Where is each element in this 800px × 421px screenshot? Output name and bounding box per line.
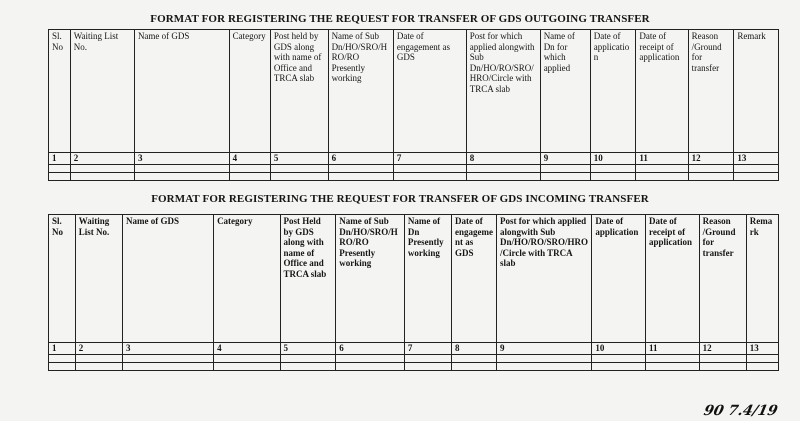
header-cell: Post for which applied alongwith Sub Dn/HO/RO/SRO/HRO/Circle with TRCA slab — [497, 215, 592, 343]
header-cell: Remark — [734, 30, 779, 153]
header-cell: Post Held by GDS along with name of Office and TRCA slab — [280, 215, 336, 343]
column-number: 9 — [540, 153, 590, 165]
header-cell: Post for which applied alongwith Sub Dn/HO/RO/SRO/HRO/Circle with TRCA slab — [466, 30, 540, 153]
outgoing-transfer-table — [48, 29, 779, 181]
header-cell: Reason /Ground for transfer — [688, 30, 734, 153]
outgoing-form-title: FORMAT FOR REGISTERING THE REQUEST FOR TRANSFER OF GDS OUTGOING TRANSFER — [150, 13, 650, 25]
empty-row — [49, 173, 779, 181]
column-number: 12 — [688, 153, 734, 165]
header-cell: Date of receipt of application — [646, 215, 700, 343]
column-number: 13 — [734, 153, 779, 165]
column-number: 5 — [280, 343, 336, 355]
column-number: 10 — [590, 153, 636, 165]
column-number: 8 — [466, 153, 540, 165]
header-cell: Sl. No — [49, 215, 76, 343]
column-number: 1 — [49, 153, 71, 165]
column-number: 6 — [336, 343, 405, 355]
column-number: 7 — [404, 343, 451, 355]
header-cell: Date of application — [592, 215, 646, 343]
header-cell: Date of application — [590, 30, 636, 153]
header-cell: Category — [214, 215, 280, 343]
empty-row — [49, 363, 779, 371]
table-header-row — [49, 30, 779, 153]
header-cell: Name of GDS — [134, 30, 229, 153]
column-number: 8 — [452, 343, 497, 355]
column-number: 3 — [122, 343, 213, 355]
table-header-row — [49, 215, 779, 343]
column-number: 2 — [70, 153, 134, 165]
column-number: 7 — [393, 153, 466, 165]
empty-row — [49, 355, 779, 363]
column-number: 11 — [646, 343, 700, 355]
handwritten-signature: 90 7.4/19 — [702, 403, 780, 419]
header-cell: Name of Sub Dn/HO/SRO/HRO/RO Presently working — [336, 215, 405, 343]
incoming-transfer-table — [48, 214, 779, 371]
column-number-row — [49, 153, 779, 165]
column-number: 6 — [328, 153, 393, 165]
header-cell: Date of engagement as GDS — [393, 30, 466, 153]
header-cell: Reason /Ground for transfer — [699, 215, 746, 343]
header-cell: Name of Sub Dn/HO/SRO/HRO/RO Presently working — [328, 30, 393, 153]
column-number: 12 — [699, 343, 746, 355]
header-cell: Date of engagement as GDS — [452, 215, 497, 343]
header-cell: Name of GDS — [122, 215, 213, 343]
header-cell: Waiting List No. — [70, 30, 134, 153]
column-number: 4 — [214, 343, 280, 355]
header-cell: Name of Dn Presently working — [404, 215, 451, 343]
column-number: 4 — [229, 153, 270, 165]
header-cell: Sl. No — [49, 30, 71, 153]
column-number: 2 — [75, 343, 122, 355]
column-number: 9 — [497, 343, 592, 355]
header-cell: Waiting List No. — [75, 215, 122, 343]
column-number: 13 — [746, 343, 778, 355]
header-cell: Post held by GDS along with name of Office and TRCA slab — [270, 30, 328, 153]
column-number: 1 — [49, 343, 76, 355]
header-cell: Date of receipt of application — [636, 30, 688, 153]
column-number-row — [49, 343, 779, 355]
header-cell: Remark — [746, 215, 778, 343]
column-number: 3 — [134, 153, 229, 165]
column-number: 10 — [592, 343, 646, 355]
incoming-form-title: FORMAT FOR REGISTERING THE REQUEST FOR TRANSFER OF GDS INCOMING TRANSFER — [151, 193, 649, 205]
column-number: 11 — [636, 153, 688, 165]
empty-row — [49, 165, 779, 173]
column-number: 5 — [270, 153, 328, 165]
header-cell: Name of Dn for which applied — [540, 30, 590, 153]
header-cell: Category — [229, 30, 270, 153]
